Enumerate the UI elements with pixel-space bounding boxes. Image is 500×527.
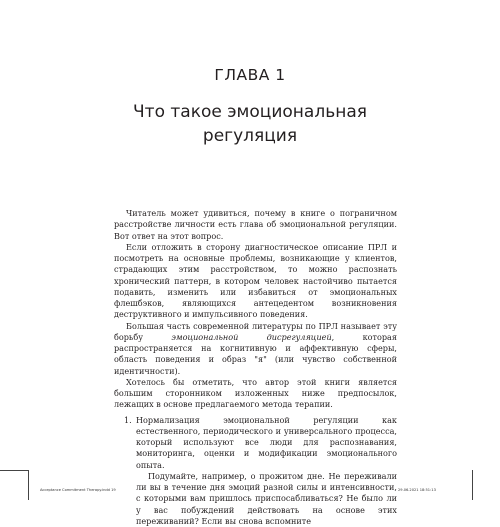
paragraph-text: , которая распространяется на когнитивную и аффективную сферы, область поведения и образ "я" (или чувство собственной идентичности). — [114, 332, 397, 376]
crop-mark — [0, 470, 28, 471]
emphasized-term: эмоциональной дисрегуляцией — [171, 332, 331, 342]
paragraph: Если отложить в сторону диагностическое описание ПРЛ и посмотреть на основные проблемы, возникающие у клиентов, страдающих этим расстройством, то можно распознать хронический паттерн, в котором человек настойчиво пытается подавить, изменить или избавиться от эмоциональных флешбэков, являющихся антецедентом возникновения деструктивного и импульсивного поведения. — [114, 242, 397, 321]
list-item-text: Нормализация эмоциональной регуляции как естественного, периодического и универсального процесса, который используют все люди для распознавания, мониторинга, оценки и модификации эмоционального опыта. — [136, 415, 397, 471]
paragraph-text: Большая часть современной литературы по ПРЛ называет эту борьбу — [114, 321, 397, 342]
list-item-continuation: Подумайте, например, о прожитом дне. Не переживали ли вы в течение дня эмоций разной силы и интенсивности, с которыми вам пришлось приспосабливаться? Не было ли у вас побуждений действовать на основе этих переживаний? Если вы снова вспомните — [136, 471, 397, 527]
paragraph: Читатель может удивиться, почему в книге о пограничном расстройстве личности есть глава об эмоциональной регуляции. Вот ответ на этот вопрос. — [114, 208, 397, 242]
chapter-label: ГЛАВА 1 — [0, 66, 500, 84]
crop-mark — [472, 470, 473, 500]
list-item — [114, 415, 397, 527]
body-text — [114, 208, 397, 527]
crop-mark — [28, 470, 29, 500]
numbered-list — [114, 415, 397, 527]
list-item-number: 1. — [124, 415, 132, 426]
chapter-title: Что такое эмоциональная регуляция — [120, 100, 380, 148]
print-slug-left: Acceptance Commitment Therapy.indd 19 — [40, 488, 116, 492]
paragraph — [114, 321, 397, 377]
paragraph: Хотелось бы отметить, что автор этой книги является большим сторонником изложенных ниже предпосылок, лежащих в основе предлагаемого метода терапии. — [114, 377, 397, 411]
print-slug-right: 29.06.2021 18:51:13 — [398, 488, 436, 492]
